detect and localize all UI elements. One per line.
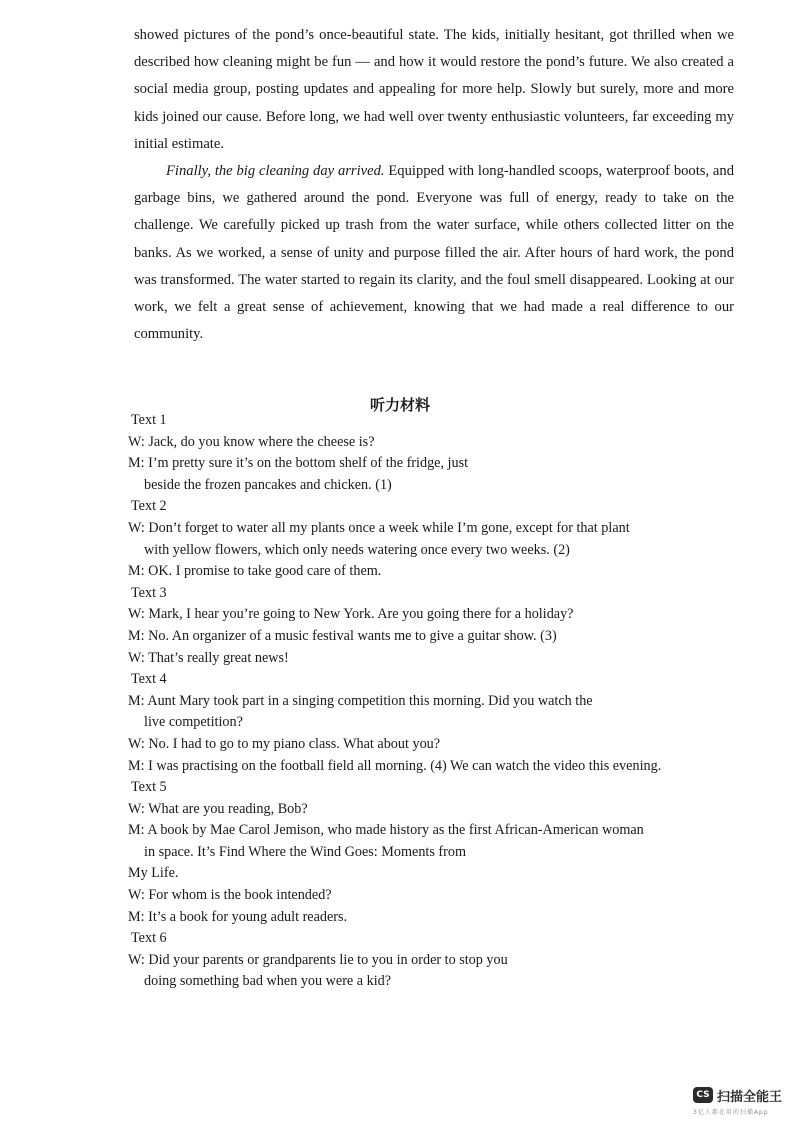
listening-transcript <box>128 410 728 993</box>
transcript-line: in space. It’s Find Where the Wind Goes: Moments from <box>144 843 467 860</box>
transcript-line: W: Did your parents or grandparents lie to you in order to stop you <box>128 951 508 968</box>
transcript-line: W: No. I had to go to my piano class. What about you? <box>128 735 441 752</box>
transcript-line: with yellow flowers, which only needs watering once every two weeks. (2) <box>144 541 570 558</box>
transcript-heading: Text 1 <box>131 412 167 428</box>
transcript-line: M: It’s a book for young adult readers. <box>128 908 348 925</box>
watermark-app-name: 扫描全能王 <box>717 1090 783 1105</box>
transcript-line: W: What are you reading, Bob? <box>128 800 308 817</box>
passage-paragraph-2-body: Equipped with long-handled scoops, waterproof boots, and garbage bins, we gathered around the pond. Everyone was full of energy, ready to take on the challenge. We carefully picked up trash from the water surface, while others collected litter on the banks. As we worked, a sense of unity and purpose filled the air. After hours of hard work, the pond was transformed. The water started to regain its clarity, and the foul smell disappeared. Looking at our work, we felt a great sense of achievement, knowing that we had made a real difference to our community. <box>134 163 734 343</box>
transcript-heading: Text 5 <box>131 779 167 796</box>
transcript-line: M: Aunt Mary took part in a singing competition this morning. Did you watch the <box>128 692 593 709</box>
transcript-line: beside the frozen pancakes and chicken. (1) <box>144 476 392 493</box>
watermark-tagline: 3亿人都在用的扫描App <box>693 1109 769 1116</box>
transcript-line: W: That’s really great news! <box>128 649 289 666</box>
transcript-line: M: I’m pretty sure it’s on the bottom shelf of the fridge, just <box>128 455 469 472</box>
transcript-heading: Text 4 <box>131 671 167 688</box>
camscanner-logo-icon: CS <box>693 1087 713 1103</box>
transcript-line: doing something bad when you were a kid? <box>144 973 392 990</box>
transcript-line: M: I was practising on the football field all morning. (4) We can watch the video this evening. <box>128 757 662 774</box>
transcript-line: W: Jack, do you know where the cheese is? <box>128 433 375 450</box>
transcript-line: W: Mark, I hear you’re going to New York. Are you going there for a holiday? <box>128 606 574 623</box>
passage-paragraph-2 <box>134 158 734 348</box>
listening-material-title: 听力材料 <box>369 396 430 414</box>
transcript-heading: Text 3 <box>131 584 167 601</box>
transcript-heading: Text 2 <box>131 498 167 515</box>
scanner-watermark <box>693 1086 793 1122</box>
transcript-line: W: For whom is the book intended? <box>128 887 332 904</box>
transcript-line: My Life. <box>128 865 179 882</box>
passage-paragraph-1: showed pictures of the pond’s once-beautiful state. The kids, initially hesitant, got thrilled when we described how cleaning might be fun — and how it would restore the pond’s future. We also created a social media group, posting updates and appealing for more help. Slowly but surely, more and more kids joined our cause. Before long, we had well over twenty enthusiastic volunteers, far exceeding my initial estimate. <box>134 27 734 152</box>
transcript-line: M: OK. I promise to take good care of them. <box>128 563 382 580</box>
transcript-line: M: No. An organizer of a music festival wants me to give a guitar show. (3) <box>128 627 557 644</box>
story-passage <box>134 22 734 348</box>
transcript-heading: Text 6 <box>131 930 167 947</box>
transcript-line: live competition? <box>144 714 243 731</box>
transcript-line: W: Don’t forget to water all my plants once a week while I’m gone, except for that plant <box>128 519 630 536</box>
transcript-line: M: A book by Mae Carol Jemison, who made history as the first African-American woman <box>128 822 644 839</box>
passage-paragraph-2-lead: Finally, the big cleaning day arrived. <box>166 163 385 180</box>
